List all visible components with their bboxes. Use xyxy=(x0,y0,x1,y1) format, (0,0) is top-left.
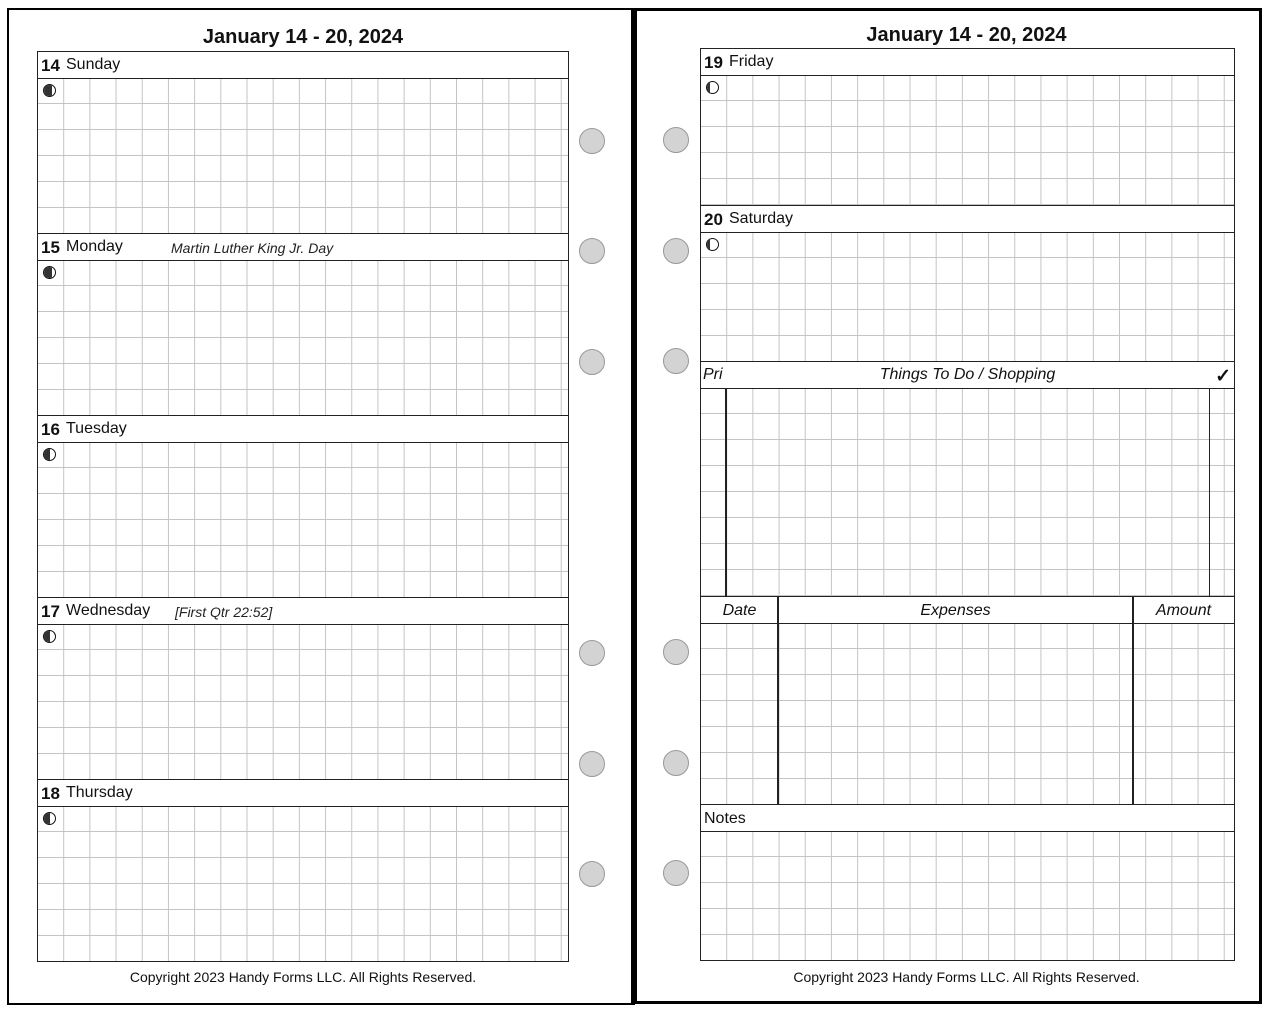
day-name: Thursday xyxy=(66,784,133,801)
binder-hole xyxy=(663,860,689,886)
binder-hole xyxy=(579,751,605,777)
day-number: 16 xyxy=(41,420,60,439)
page-divider xyxy=(631,8,635,1005)
checkmark-icon: ✓ xyxy=(1215,366,1231,387)
day-number: 18 xyxy=(41,784,60,803)
left-page-title: January 14 - 20, 2024 xyxy=(202,26,404,48)
waning-crescent-moon-icon xyxy=(43,84,56,97)
waxing-gibbous-moon-icon xyxy=(706,238,719,251)
day-header xyxy=(38,52,568,79)
day-header xyxy=(38,598,568,625)
left-copyright: Copyright 2023 Handy Forms LLC. All Rights Reserved. xyxy=(129,969,477,985)
day-number: 19 xyxy=(704,53,723,72)
binder-hole xyxy=(663,639,689,665)
day-header xyxy=(701,206,1234,233)
binder-hole xyxy=(663,238,689,264)
right-page-title: January 14 - 20, 2024 xyxy=(866,24,1067,46)
day-header xyxy=(38,234,568,261)
expenses-header xyxy=(701,597,1234,624)
day-name: Sunday xyxy=(66,56,121,73)
binder-hole xyxy=(579,861,605,887)
binder-hole xyxy=(579,640,605,666)
day-name: Saturday xyxy=(729,210,794,227)
check-column-divider xyxy=(1209,388,1211,596)
half-moon-icon xyxy=(43,812,56,825)
half-moon-icon xyxy=(43,630,56,643)
waning-crescent-moon-icon xyxy=(43,266,56,279)
notes-header xyxy=(701,805,1234,832)
day-number: 15 xyxy=(41,238,60,257)
day-number: 14 xyxy=(41,56,60,75)
binder-hole xyxy=(579,349,605,375)
notes-label: Notes xyxy=(704,810,746,827)
day-box-friday[interactable] xyxy=(700,48,1235,206)
amount-label: Amount xyxy=(1155,602,1212,619)
right-copyright: Copyright 2023 Handy Forms LLC. All Rights Reserved. xyxy=(793,969,1140,985)
day-name: Friday xyxy=(729,53,774,70)
day-box-wednesday[interactable] xyxy=(37,597,569,780)
day-box-tuesday[interactable] xyxy=(37,415,569,598)
todo-title: Things To Do / Shopping xyxy=(879,366,1056,383)
day-box-sunday[interactable] xyxy=(37,51,569,234)
day-header xyxy=(38,416,568,443)
expenses-label: Expenses xyxy=(920,602,991,619)
amount-column-divider xyxy=(1132,597,1134,804)
day-number: 20 xyxy=(704,210,723,229)
day-name: Tuesday xyxy=(66,420,127,437)
day-header xyxy=(701,49,1234,76)
moon-phase-note: [First Qtr 22:52] xyxy=(175,604,273,620)
day-name: Wednesday xyxy=(66,602,151,619)
date-column-divider xyxy=(777,597,779,804)
half-moon-icon xyxy=(43,448,56,461)
day-box-saturday[interactable] xyxy=(700,205,1235,362)
day-name: Monday xyxy=(66,238,123,255)
day-number: 17 xyxy=(41,602,60,621)
day-box-monday[interactable] xyxy=(37,233,569,416)
binder-hole xyxy=(579,238,605,264)
binder-hole xyxy=(579,128,605,154)
expenses-box[interactable] xyxy=(700,596,1235,805)
binder-hole xyxy=(663,348,689,374)
holiday-note: Martin Luther King Jr. Day xyxy=(171,240,334,256)
priority-label: Pri xyxy=(703,366,723,383)
todo-header xyxy=(701,362,1234,389)
waxing-gibbous-moon-icon xyxy=(706,81,719,94)
priority-column-divider xyxy=(725,388,727,596)
notes-box[interactable] xyxy=(700,804,1235,961)
day-header xyxy=(38,780,568,807)
binder-hole xyxy=(663,750,689,776)
date-label: Date xyxy=(722,602,757,619)
binder-hole xyxy=(663,127,689,153)
todo-shopping-box[interactable] xyxy=(700,361,1235,597)
day-box-thursday[interactable] xyxy=(37,779,569,962)
